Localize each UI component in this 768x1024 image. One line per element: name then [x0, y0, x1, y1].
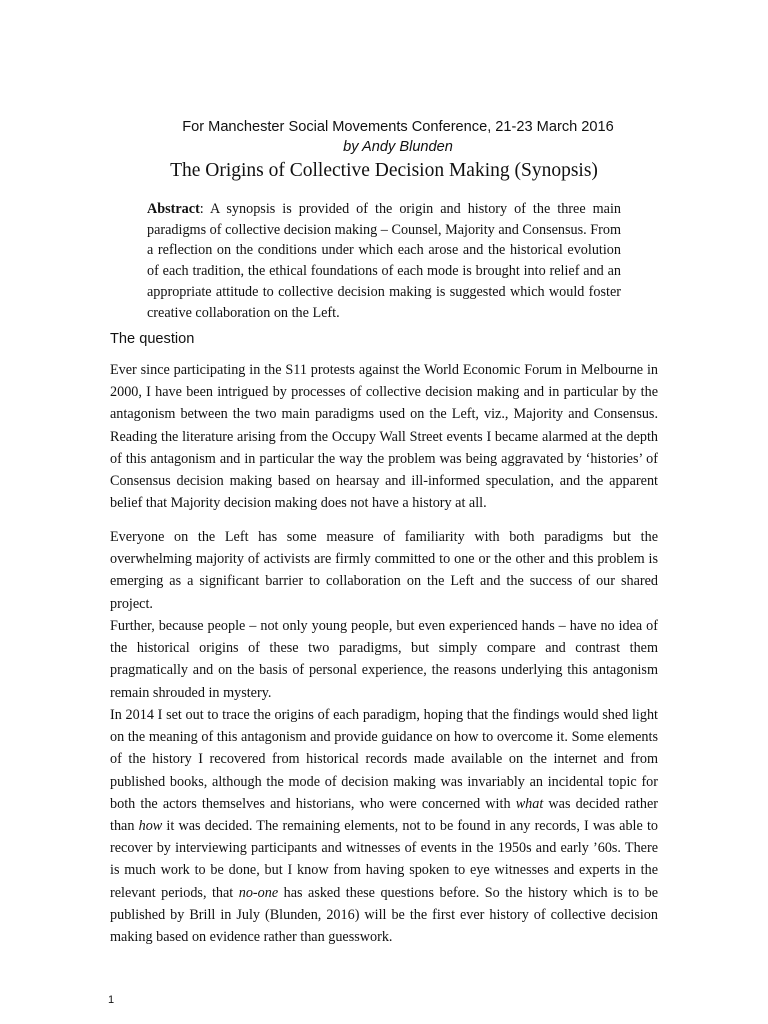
author-line: by Andy Blunden	[343, 139, 453, 155]
paragraph-4-text-c: it was decided. The remaining elements, not to be found in any records, I was able to recover by interviewing participants and witnesses of events in the 1950s and early ’60s. There is much work to be done, but I know from having spoken to eye witnesses and experts in the relevant periods, that	[110, 818, 659, 901]
abstract	[147, 199, 621, 323]
paragraph-4	[110, 704, 658, 948]
paragraph-4-text-a: In 2014 I set out to trace the origins of each paradigm, hoping that the findings would shed light on the meaning of this antagonism and provide guidance on how to overcome it. Some elements of the history I recovered from historical records made available on the internet and from published books, although the mode of decision making was invariably an incidental topic for both the actors themselves and historians, who were concerned with	[110, 707, 658, 812]
conference-line: For Manchester Social Movements Conference, 21-23 March 2016	[182, 119, 614, 135]
section-heading: The question	[110, 331, 195, 347]
paragraph-4-emphasis-no-one: no-one	[238, 884, 279, 901]
abstract-label: Abstract	[147, 201, 200, 217]
paragraph-2: Everyone on the Left has some measure of familiarity with both paradigms but the overwhelming majority of activists are firmly committed to one or the other and this problem is emerging as a significant barrier to collaboration on the Left and the success of our shared project.	[110, 529, 658, 612]
paragraph-4-emphasis-how: how	[138, 818, 163, 835]
paragraph-1: Ever since participating in the S11 protests against the World Economic Forum in Melbourne in 2000, I have been intrigued by processes of collective decision making and in particular by the antagonism between the two main paradigms used on the Left, viz., Majority and Consensus. Reading the literature arising from the Occupy Wall Street events I became alarmed at the depth of this antagonism and in particular the way the problem was being aggravated by ‘histories’ of Consensus decision making based on hearsay and ill-informed speculation, and the apparent belief that Majority decision making does not have a history at all.	[110, 362, 658, 512]
abstract-text: : A synopsis is provided of the origin and history of the three main paradigms of collective decision making – Counsel, Majority and Consensus. From a reflection on the conditions under which each arose and the historical evolution of each tradition, the ethical foundations of each mode is brought into relief and an appropriate attitude to collective decision making is suggested which would foster creative collaboration on the Left.	[147, 201, 621, 321]
paper-title: The Origins of Collective Decision Making (Synopsis)	[170, 160, 598, 181]
page-number: 1	[108, 994, 115, 1006]
paragraph-3: Further, because people – not only young people, but even experienced hands – have no idea of the historical origins of these two paradigms, but simply compare and contrast them pragmatically and on the basis of personal experience, the reasons underlying this antagonism remain shrouded in mystery.	[110, 618, 658, 701]
paragraph-4-text-d: has asked these questions before. So the history which is to be published by Brill in July (Blunden, 2016) will be the first ever history of collective decision making based on evidence rather than guesswork.	[110, 884, 658, 946]
paragraph-4-text-b: was decided rather than	[110, 795, 658, 835]
paragraph-4-emphasis-what: what	[515, 795, 544, 812]
